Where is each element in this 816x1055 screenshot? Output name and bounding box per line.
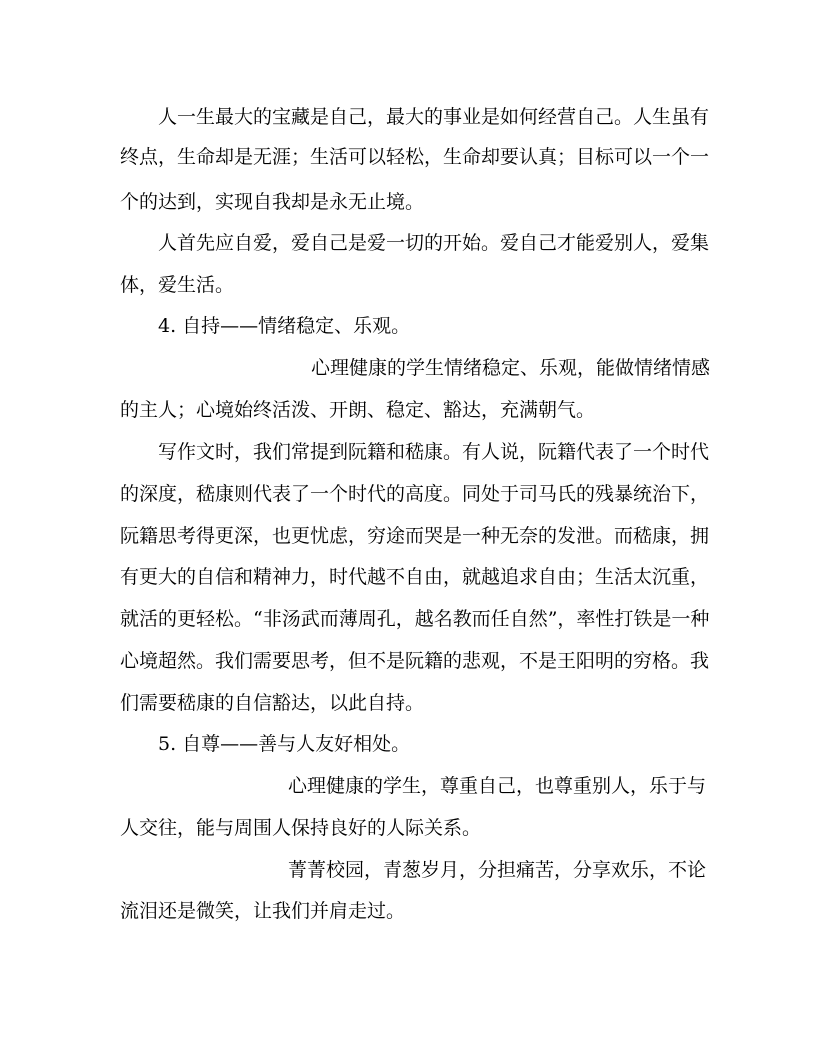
text-line: 阮籍思考得更深，也更忧虑，穷途而哭是一种无奈的发泄。而嵇康，拥 xyxy=(120,525,710,547)
text-line: 的深度，嵇康则代表了一个时代的高度。同处于司马氏的残暴统治下， xyxy=(120,483,710,505)
text-line: 人一生最大的宝藏是自己，最大的事业是如何经营自己。人生虽有 xyxy=(158,106,710,128)
text-line: 心理健康的学生情绪稳定、乐观，能做情绪情感 xyxy=(311,357,711,379)
section-heading: 5. 自尊——善与人友好相处。 xyxy=(158,733,411,755)
text-line: 个的达到，实现自我却是永无止境。 xyxy=(120,191,425,213)
text-line: 流泪还是微笑，让我们并肩走过。 xyxy=(120,900,406,922)
text-line: 们需要嵇康的自信豁达，以此自持。 xyxy=(120,692,425,714)
text-line: 就活的更轻松。“非汤武而薄周孔，越名教而任自然”，率性打铁是一种 xyxy=(120,608,710,630)
text-line: 终点，生命却是无涯；生活可以轻松，生命却要认真；目标可以一个一 xyxy=(120,146,710,168)
text-line: 心理健康的学生，尊重自己，也尊重别人，乐于与 xyxy=(288,775,707,797)
text-line: 人交往，能与周围人保持良好的人际关系。 xyxy=(120,817,482,839)
text-line: 写作文时，我们常提到阮籍和嵇康。有人说，阮籍代表了一个时代 xyxy=(158,441,710,463)
text-line: 体，爱生活。 xyxy=(120,274,235,296)
text-line: 人首先应自爱，爱自己是爱一切的开始。爱自己才能爱别人，爱集 xyxy=(158,232,710,254)
section-heading: 4. 自持——情绪稳定、乐观。 xyxy=(158,315,411,337)
text-line: 的主人；心境始终活泼、开朗、稳定、豁达，充满朝气。 xyxy=(120,399,596,421)
text-line: 菁菁校园，青葱岁月，分担痛苦，分享欢乐，不论 xyxy=(288,859,707,881)
text-line: 心境超然。我们需要思考，但不是阮籍的悲观，不是王阳明的穷格。我 xyxy=(120,650,710,672)
text-line: 有更大的自信和精神力，时代越不自由，就越追求自由；生活太沉重， xyxy=(120,566,710,588)
